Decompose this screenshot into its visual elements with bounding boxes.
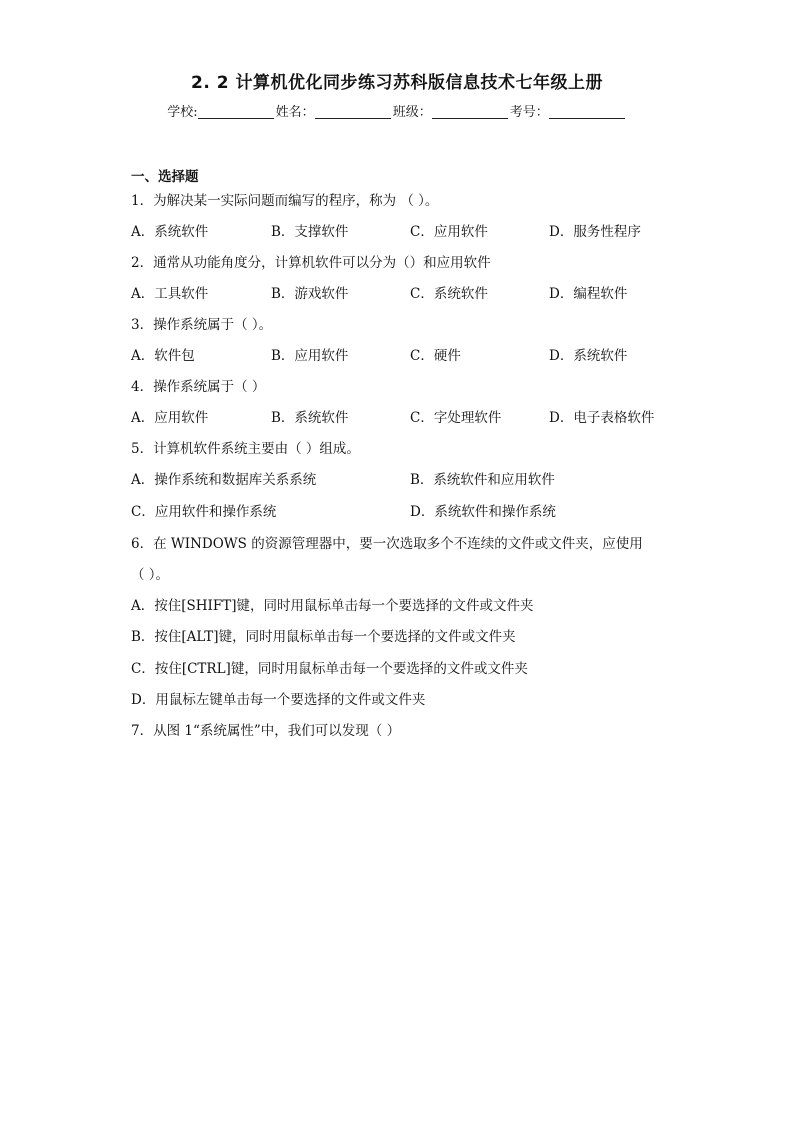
class-blank[interactable] bbox=[432, 104, 508, 119]
q2-option-d[interactable]: D．编程软件 bbox=[549, 286, 628, 302]
q6-stem-line1: 6．在 WINDOWS 的资源管理器中，要一次选取多个不连续的文件或文件夹，应使用 bbox=[131, 536, 643, 552]
q4-option-a[interactable]: A．应用软件 bbox=[131, 410, 209, 426]
q1-option-b[interactable]: B．支撑软件 bbox=[271, 224, 349, 240]
q4-stem: 4．操作系统属于（ ） bbox=[131, 379, 266, 395]
number-blank[interactable] bbox=[549, 104, 625, 119]
school-blank[interactable] bbox=[198, 104, 274, 119]
q7-stem: 7．从图 1“系统属性”中，我们可以发现（ ） bbox=[131, 723, 401, 739]
number-label: 考号： bbox=[509, 105, 549, 120]
q2-stem: 2．通常从功能角度分，计算机软件可以分为（）和应用软件 bbox=[131, 255, 491, 271]
q2-option-b[interactable]: B．游戏软件 bbox=[271, 286, 349, 302]
q4-option-b[interactable]: B．系统软件 bbox=[271, 410, 349, 426]
q3-stem: 3．操作系统属于（ ）。 bbox=[131, 317, 273, 333]
q1-option-d[interactable]: D．服务性程序 bbox=[549, 224, 641, 240]
q1-stem: 1．为解决某一实际问题而编写的程序，称为 （ ）。 bbox=[131, 193, 439, 209]
q5-option-b[interactable]: B．系统软件和应用软件 bbox=[410, 472, 555, 488]
q6-stem-line2: （ ）。 bbox=[131, 567, 170, 583]
school-label: 学校: bbox=[167, 105, 198, 120]
class-label: 班级： bbox=[392, 105, 432, 120]
q5-option-a[interactable]: A．操作系统和数据库关系系统 bbox=[131, 472, 317, 488]
q2-option-a[interactable]: A．工具软件 bbox=[131, 286, 209, 302]
q3-option-b[interactable]: B．应用软件 bbox=[271, 348, 349, 364]
q1-option-c[interactable]: C．应用软件 bbox=[410, 224, 488, 240]
q6-option-d[interactable]: D．用鼠标左键单击每一个要选择的文件或文件夹 bbox=[131, 692, 426, 708]
q6-option-c[interactable]: C．按住[CTRL]键，同时用鼠标单击每一个要选择的文件或文件夹 bbox=[131, 661, 528, 677]
q5-option-c[interactable]: C．应用软件和操作系统 bbox=[131, 504, 277, 520]
q4-option-c[interactable]: C．字处理软件 bbox=[410, 410, 502, 426]
name-blank[interactable] bbox=[315, 104, 391, 119]
q6-option-b[interactable]: B．按住[ALT]键，同时用鼠标单击每一个要选择的文件或文件夹 bbox=[131, 629, 516, 645]
q3-option-c[interactable]: C．硬件 bbox=[410, 348, 461, 364]
q1-option-a[interactable]: A．系统软件 bbox=[131, 224, 209, 240]
section-title: 一、选择题 bbox=[131, 169, 199, 185]
page-title: 2. 2 计算机优化同步练习苏科版信息技术七年级上册 bbox=[191, 73, 603, 93]
q5-option-d[interactable]: D．系统软件和操作系统 bbox=[410, 504, 556, 520]
q2-option-c[interactable]: C．系统软件 bbox=[410, 286, 488, 302]
q3-option-d[interactable]: D．系统软件 bbox=[549, 348, 628, 364]
q5-stem: 5．计算机软件系统主要由（ ）组成。 bbox=[131, 441, 360, 457]
q4-option-d[interactable]: D．电子表格软件 bbox=[549, 410, 655, 426]
student-info-line bbox=[0, 101, 794, 120]
name-label: 姓名： bbox=[275, 105, 315, 120]
q3-option-a[interactable]: A．软件包 bbox=[131, 348, 195, 364]
q6-option-a[interactable]: A．按住[SHIFT]键，同时用鼠标单击每一个要选择的文件或文件夹 bbox=[131, 598, 534, 614]
